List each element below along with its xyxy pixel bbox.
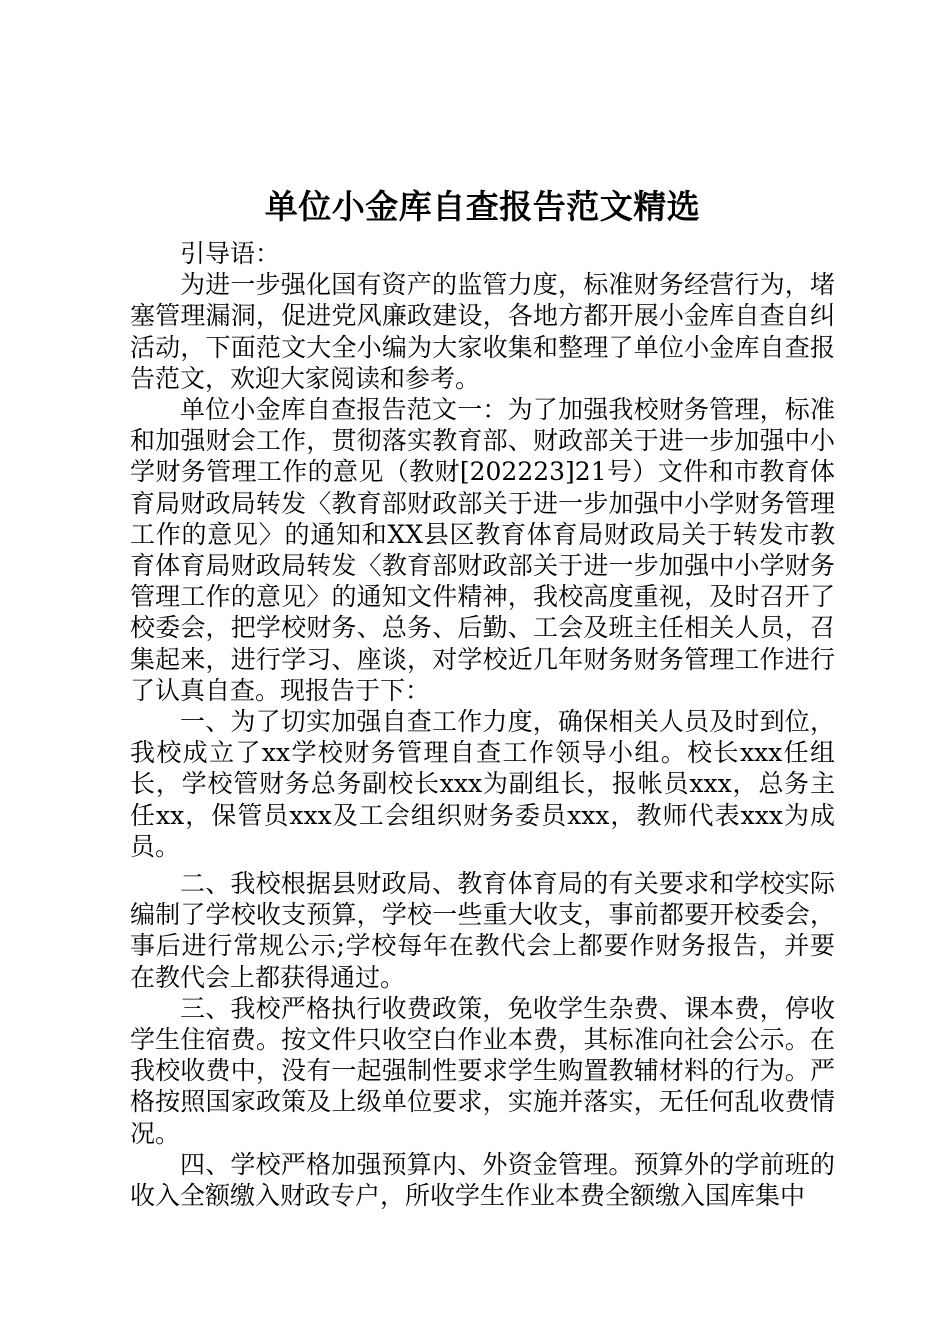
- document-title: 单位小金库自查报告范文精选: [264, 187, 701, 226]
- intro-paragraph: 为进一步强化国有资产的监管力度，标准财务经营行为，堵塞管理漏洞，促进党风廉政建设，各地方都开展小金库自查自纠活动，下面范文大全小编为大家收集和整理了单位小金库自查报告范文，欢迎大家阅读和参考。: [130, 270, 835, 393]
- intro-label: 引导语：: [180, 239, 281, 268]
- section-three-paragraph: 三、我校严格执行收费政策，免收学生杂费、课本费，停收学生住宿费。按文件只收空白作业本费，其标准向社会公示。在我校收费中，没有一起强制性要求学生购置教辅材料的行为。严格按照国家政策及上级单位要求，实施并落实，无任何乱收费情况。: [130, 993, 835, 1148]
- sample-one-paragraph: 单位小金库自查报告范文一：为了加强我校财务管理，标准和加强财会工作，贯彻落实教育部、财政部关于进一步加强中小学财务管理工作的意见（教财[202223]21号）文件和市教育体育局财政局转发〈教育部财政部关于进一步加强中小学财务管理工作的意见〉的通知和XX县区教育体育局财政局关于转发市教育体育局财政局转发〈教育部财政部关于进一步加强中小学财务管理工作的意见〉的通知文件精神，我校高度重视，及时召开了校委会，把学校财务、总务、后勤、工会及班主任相关人员，召集起来，进行学习、座谈，对学校近几年财务财务管理工作进行了认真自查。现报告于下：: [130, 395, 835, 705]
- section-one-paragraph: 一、为了切实加强自查工作力度，确保相关人员及时到位，我校成立了xx学校财务管理自查工作领导小组。校长xxx任组长，学校管财务总务副校长xxx为副组长，报帐员xxx，总务主任xx，保管员xxx及工会组织财务委员xxx，教师代表xxx为成员。: [130, 707, 835, 861]
- section-two-paragraph: 二、我校根据县财政局、教育体育局的有关要求和学校实际编制了学校收支预算，学校一些重大收支，事前都要开校委会，事后进行常规公示;学校每年在教代会上都要作财务报告，并要在教代会上都获得通过。: [130, 869, 835, 992]
- document-page: [130, 180, 835, 1211]
- section-four-paragraph: 四、学校严格加强预算内、外资金管理。预算外的学前班的收入全额缴入财政专户，所收学生作业本费全额缴入国库集中: [130, 1149, 835, 1211]
